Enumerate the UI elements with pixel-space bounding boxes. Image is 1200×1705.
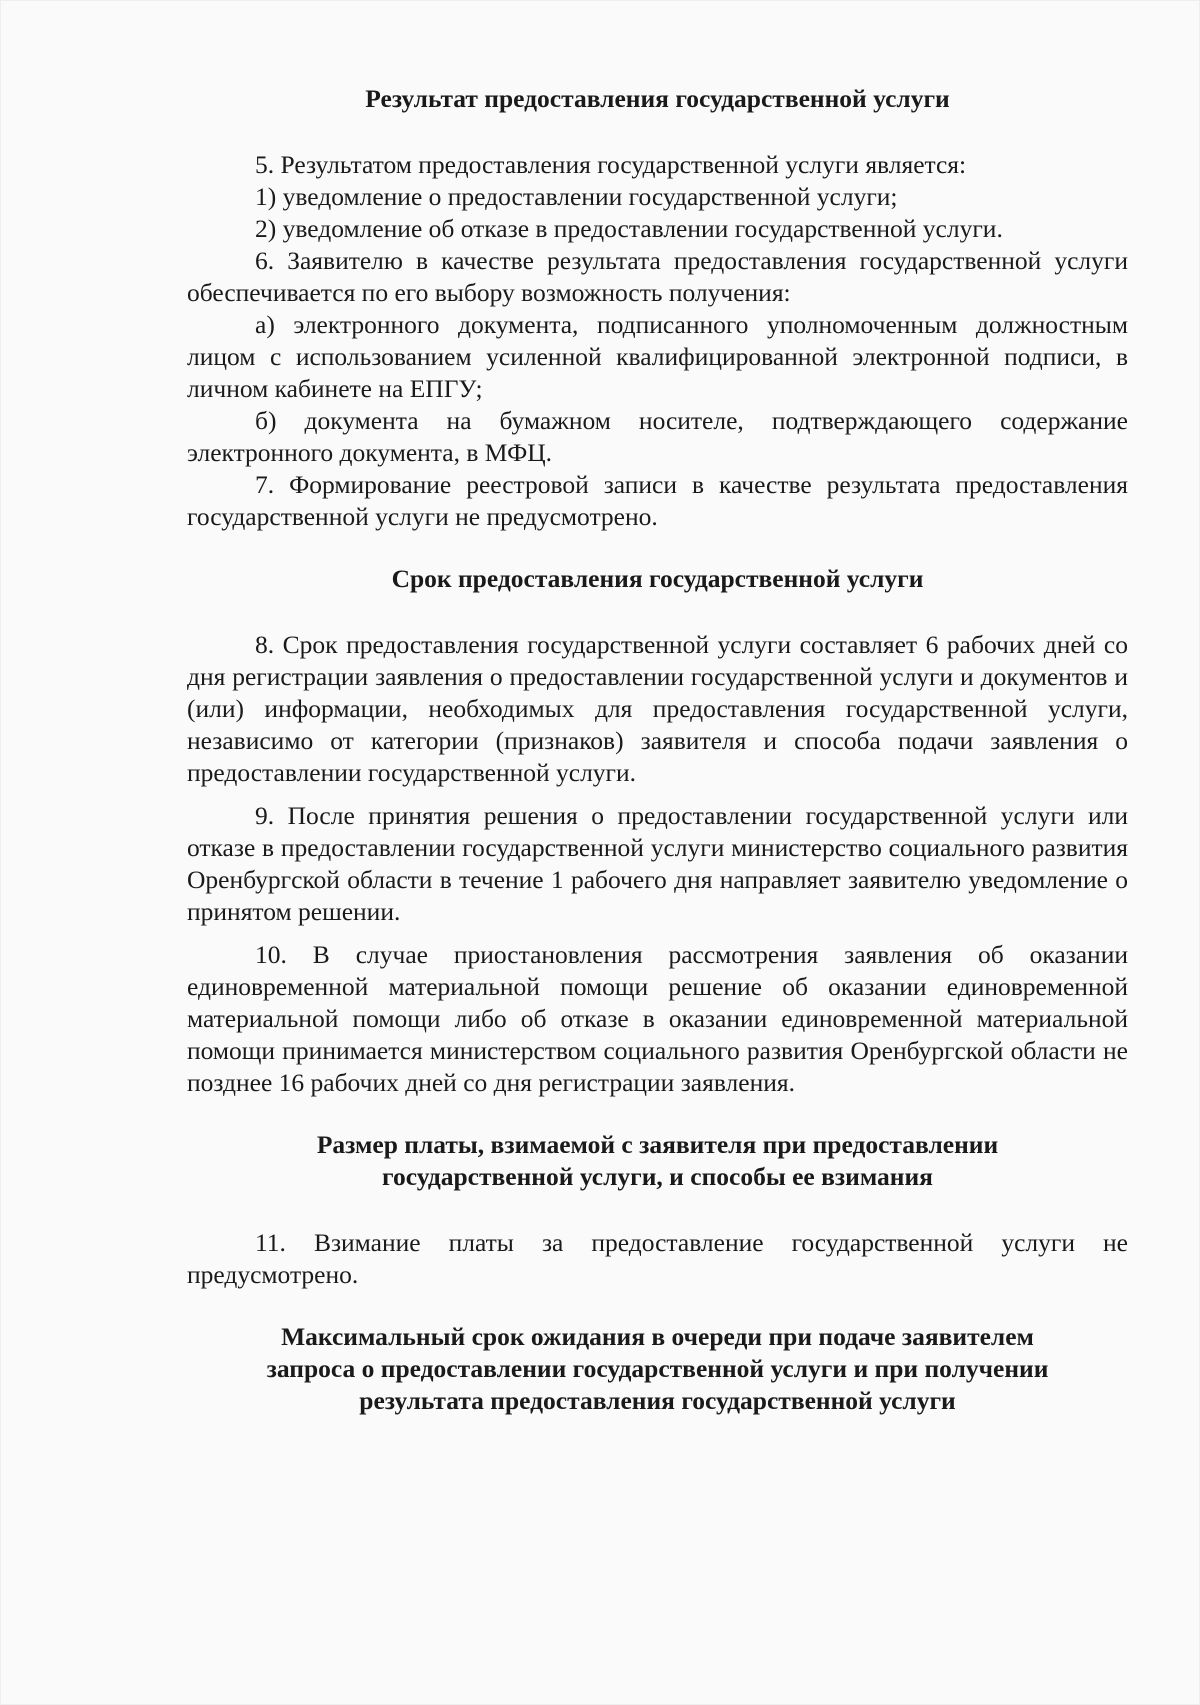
paragraph-5-item-2: 2) уведомление об отказе в предоставлении государственной услуги. (255, 214, 1003, 243)
paragraph-5-item-1: 1) уведомление о предоставлении государственной услуги; (255, 182, 898, 211)
section-heading-queue-line-2: запроса о предоставлении государственной услуги и при получении (266, 1354, 1049, 1383)
section-heading-term: Срок предоставления государственной услуги (391, 564, 924, 593)
section-heading-queue-line-1: Максимальный срок ожидания в очереди при подаче заявителем (281, 1322, 1034, 1351)
paragraph-8: 8. Срок предоставления государственной услуги составляет 6 рабочих дней со дня регистрации заявления о предоставлении государственной услуги и документов и (или) информации, необходимых для предоставления государственной услуги, независимо от категории (признаков) заявителя и способа подачи заявления о предоставлении государственной услуги. (187, 630, 1128, 787)
paragraph-9: 9. После принятия решения о предоставлении государственной услуги или отказе в предоставлении государственной услуги министерство социального развития Оренбургской области в течение 1 рабочего дня направляет заявителю уведомление о принятом решении. (187, 801, 1128, 926)
paragraph-7: 7. Формирование реестровой записи в качестве результата предоставления государственной услуги не предусмотрено. (187, 470, 1128, 531)
paragraph-5: 5. Результатом предоставления государственной услуги является: (255, 150, 967, 179)
section-heading-fee (187, 1129, 1128, 1193)
section-heading-result: Результат предоставления государственной услуги (365, 84, 950, 113)
paragraph-6-item-b: б) документа на бумажном носителе, подтверждающего содержание электронного документа, в МФЦ. (187, 406, 1128, 467)
paragraph-11: 11. Взимание платы за предоставление государственной услуги не предусмотрено. (187, 1228, 1128, 1289)
section-heading-queue (187, 1321, 1128, 1417)
paragraph-6-item-a: а) электронного документа, подписанного уполномоченным должностным лицом с использованием усиленной квалифицированной электронной подписи, в личном кабинете на ЕПГУ; (187, 310, 1128, 403)
section-heading-fee-line-2: государственной услуги, и способы ее взимания (382, 1162, 933, 1191)
paragraph-10: 10. В случае приостановления рассмотрения заявления об оказании единовременной материальной помощи решение об оказании единовременной материальной помощи либо об отказе в оказании единовременной материальной помощи принимается министерством социального развития Оренбургской области не позднее 16 рабочих дней со дня регистрации заявления. (187, 940, 1128, 1097)
section-heading-queue-line-3: результата предоставления государственной услуги (359, 1386, 956, 1415)
section-heading-fee-line-1: Размер платы, взимаемой с заявителя при предоставлении (316, 1130, 999, 1159)
document-body (187, 83, 1128, 1417)
paragraph-6: 6. Заявителю в качестве результата предоставления государственной услуги обеспечивается по его выбору возможность получения: (187, 246, 1128, 307)
